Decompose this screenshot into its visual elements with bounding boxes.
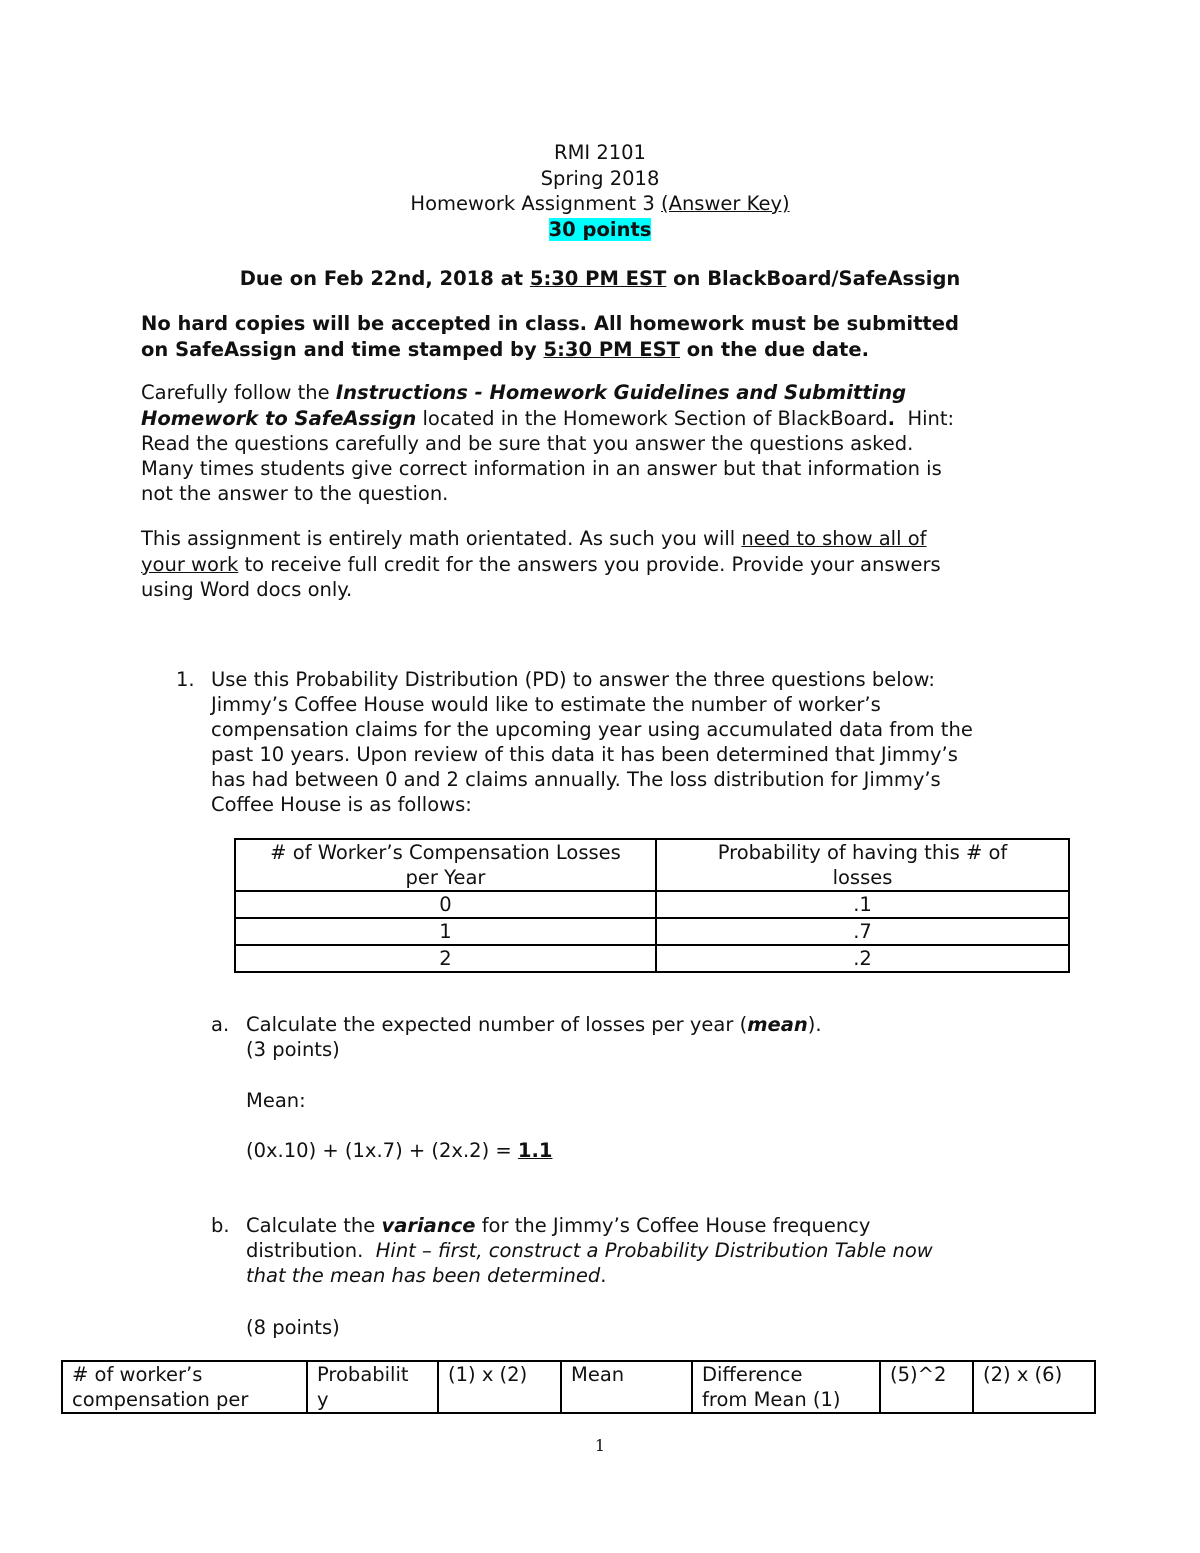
instructions-dot: . bbox=[887, 407, 896, 430]
part-b-variance: variance bbox=[381, 1214, 476, 1237]
header-losses bbox=[235, 839, 656, 891]
part-b-line-2 bbox=[246, 1239, 933, 1262]
mean-answer: 1.1 bbox=[517, 1139, 553, 1162]
math-note-prefix: This assignment is entirely math orientated. As such you will bbox=[141, 527, 736, 550]
question-line: Coffee House is as follows: bbox=[211, 793, 472, 816]
due-prefix: Due on Feb 22nd, 2018 at bbox=[239, 267, 524, 290]
assignment-name: Homework Assignment 3 bbox=[410, 192, 655, 215]
part-a-mean: mean bbox=[747, 1013, 808, 1036]
part-b-line-3 bbox=[246, 1264, 606, 1287]
instructions-doc-title-2: Homework to SafeAssign bbox=[141, 407, 417, 430]
instructions-location: located in the Homework Section of BlackBoard bbox=[422, 407, 888, 430]
table-row bbox=[235, 945, 1069, 972]
variance-header-text: # of worker’s bbox=[72, 1363, 203, 1386]
table-header-row bbox=[235, 839, 1069, 891]
table-row bbox=[235, 918, 1069, 945]
part-b-distribution: distribution. bbox=[246, 1239, 364, 1262]
header-losses-l1: # of Worker’s Compensation Losses bbox=[270, 841, 621, 864]
variance-header-cell bbox=[692, 1361, 880, 1413]
part-b-dot: . bbox=[600, 1264, 607, 1287]
term: Spring 2018 bbox=[540, 167, 660, 190]
instructions-line-5: not the answer to the question. bbox=[141, 482, 449, 505]
variance-header-cell bbox=[561, 1361, 692, 1413]
variance-header-cell bbox=[880, 1361, 973, 1413]
show-work-2: your work bbox=[141, 553, 239, 576]
instructions-prefix: Carefully follow the bbox=[141, 381, 330, 404]
probability-cell: .1 bbox=[656, 891, 1069, 918]
part-b-hint-2: that the mean has been determined bbox=[246, 1264, 601, 1287]
variance-header-text: Probabilit bbox=[317, 1363, 409, 1386]
part-a-prefix: Calculate the expected number of losses per year ( bbox=[246, 1013, 748, 1036]
math-note-line-1 bbox=[141, 527, 927, 550]
instructions-line-2 bbox=[141, 407, 954, 430]
losses-cell: 0 bbox=[235, 891, 656, 918]
part-a-suffix: ). bbox=[807, 1013, 822, 1036]
loss-distribution-table bbox=[234, 838, 1070, 973]
question-line: past 10 years. Upon review of this data it has been determined that Jimmy’s bbox=[211, 743, 958, 766]
variance-header-cell bbox=[973, 1361, 1095, 1413]
header-probability-l2: losses bbox=[832, 866, 893, 889]
instructions-line-3: Read the questions carefully and be sure that you answer the questions asked. bbox=[141, 432, 914, 455]
part-b-letter: b. bbox=[211, 1214, 230, 1237]
due-line bbox=[0, 267, 1200, 290]
mean-formula bbox=[246, 1139, 552, 1162]
answer-key-label: (Answer Key) bbox=[661, 192, 790, 215]
question-line: Jimmy’s Coffee House would like to estimate the number of worker’s bbox=[211, 693, 881, 716]
math-note-line-2 bbox=[141, 553, 941, 576]
instructions-line-4: Many times students give correct information in an answer but that information is bbox=[141, 457, 942, 480]
notice-line-2 bbox=[141, 338, 869, 361]
part-b-prefix: Calculate the bbox=[246, 1214, 376, 1237]
show-work-1: need to show all of bbox=[741, 527, 927, 550]
page-number: 1 bbox=[594, 1436, 606, 1455]
variance-header-text: Mean bbox=[571, 1363, 625, 1386]
question-line: Use this Probability Distribution (PD) to answer the three questions below: bbox=[211, 668, 936, 691]
variance-header-cell bbox=[307, 1361, 438, 1413]
losses-cell: 1 bbox=[235, 918, 656, 945]
notice-line-1: No hard copies will be accepted in class. All homework must be submitted bbox=[141, 312, 959, 335]
variance-header-text: (5)^2 bbox=[890, 1363, 947, 1386]
part-a-question bbox=[246, 1013, 822, 1036]
part-a-letter: a. bbox=[211, 1013, 230, 1036]
part-b-hint: Hint – first, construct a Probability Distribution Table now bbox=[375, 1239, 933, 1262]
losses-cell: 2 bbox=[235, 945, 656, 972]
header-losses-l2: per Year bbox=[405, 866, 486, 889]
question-line: compensation claims for the upcoming year using accumulated data from the bbox=[211, 718, 973, 741]
assignment-title bbox=[0, 192, 1200, 215]
part-a-points: (3 points) bbox=[246, 1038, 340, 1061]
question-line: has had between 0 and 2 claims annually. The loss distribution for Jimmy’s bbox=[211, 768, 941, 791]
part-b-rest: for the Jimmy’s Coffee House frequency bbox=[481, 1214, 871, 1237]
mean-formula-text: (0x.10) + (1x.7) + (2x.2) = bbox=[246, 1139, 512, 1162]
total-points: 30 points bbox=[548, 218, 652, 241]
probability-cell: .2 bbox=[656, 945, 1069, 972]
variance-header-cell bbox=[438, 1361, 561, 1413]
table-row bbox=[235, 891, 1069, 918]
math-note-line-3: using Word docs only. bbox=[141, 578, 353, 601]
variance-table bbox=[61, 1360, 1096, 1414]
instructions-line-1 bbox=[141, 381, 906, 404]
variance-header-text: from Mean (1) bbox=[702, 1388, 841, 1411]
due-time: 5:30 PM EST bbox=[529, 267, 667, 290]
part-b-points: (8 points) bbox=[246, 1316, 340, 1339]
hint-label: Hint: bbox=[907, 407, 955, 430]
notice-suffix: on the due date. bbox=[686, 338, 869, 361]
variance-header-text: Difference bbox=[702, 1363, 803, 1386]
header-probability bbox=[656, 839, 1069, 891]
variance-header-row bbox=[62, 1361, 1095, 1413]
question-number: 1. bbox=[176, 668, 195, 691]
notice-prefix: on SafeAssign and time stamped by bbox=[141, 338, 537, 361]
variance-header-cell bbox=[62, 1361, 307, 1413]
instructions-doc-title: Instructions - Homework Guidelines and Submitting bbox=[335, 381, 907, 404]
points-line bbox=[0, 218, 1200, 241]
header-probability-l1: Probability of having this # of bbox=[717, 841, 1008, 864]
variance-header-text: (2) x (6) bbox=[983, 1363, 1063, 1386]
probability-cell: .7 bbox=[656, 918, 1069, 945]
due-suffix: on BlackBoard/SafeAssign bbox=[673, 267, 961, 290]
variance-header-text: y bbox=[317, 1388, 329, 1411]
math-note-rest: to receive full credit for the answers you provide. Provide your answers bbox=[244, 553, 941, 576]
course-title: RMI 2101 bbox=[554, 141, 646, 164]
part-b-line-1 bbox=[246, 1214, 870, 1237]
variance-header-text: (1) x (2) bbox=[448, 1363, 528, 1386]
variance-header-text: compensation per bbox=[72, 1388, 249, 1411]
notice-time: 5:30 PM EST bbox=[543, 338, 680, 361]
mean-label: Mean: bbox=[246, 1089, 306, 1112]
